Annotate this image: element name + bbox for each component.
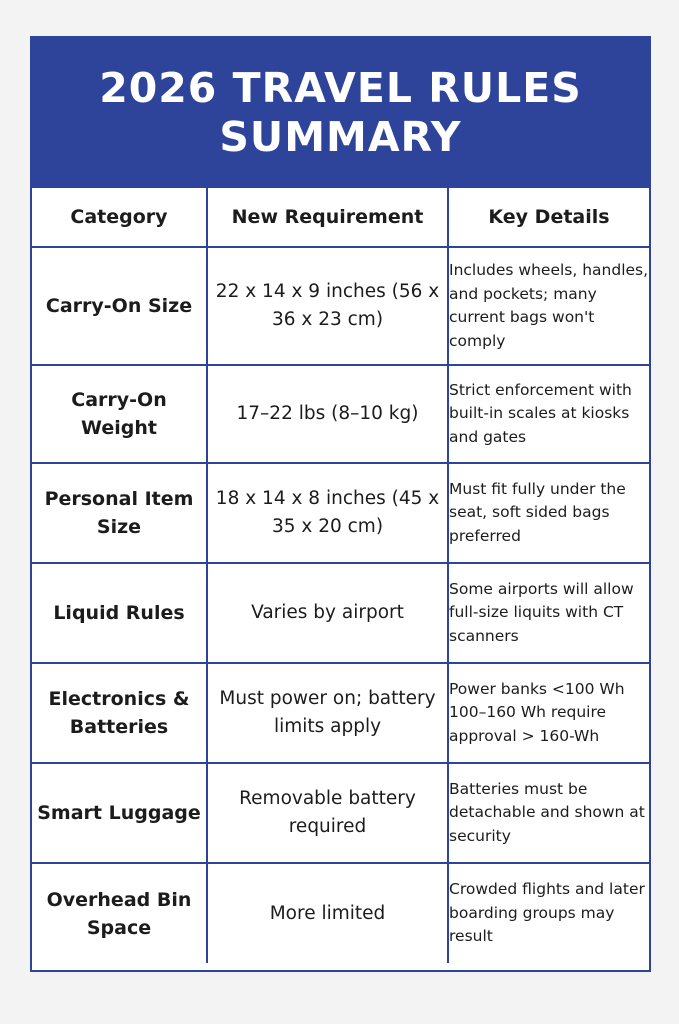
rules-card xyxy=(30,36,651,972)
table-row xyxy=(32,463,649,563)
row-category: Liquid Rules xyxy=(32,563,207,663)
row-details: Power banks <100 Wh 100–160 Wh require approval > 160-Wh xyxy=(448,663,649,763)
table-row xyxy=(32,863,649,963)
title-banner xyxy=(32,38,649,188)
row-requirement: 22 x 14 x 9 inches (56 x 36 x 23 cm) xyxy=(207,247,448,365)
row-details: Includes wheels, handles, and pockets; many current bags won't comply xyxy=(448,247,649,365)
row-requirement: Must power on; battery limits apply xyxy=(207,663,448,763)
row-requirement: More limited xyxy=(207,863,448,963)
row-details: Some airports will allow full-size liquits with CT scanners xyxy=(448,563,649,663)
header-category: Category xyxy=(32,188,207,247)
row-requirement: 18 x 14 x 8 inches (45 x 35 x 20 cm) xyxy=(207,463,448,563)
row-details: Strict enforcement with built-in scales at kiosks and gates xyxy=(448,365,649,463)
row-details: Crowded flights and later boarding groups may result xyxy=(448,863,649,963)
table-row xyxy=(32,763,649,863)
table-row xyxy=(32,247,649,365)
row-category: Electronics & Batteries xyxy=(32,663,207,763)
page-title: 2026 TRAVEL RULES SUMMARY xyxy=(99,64,582,161)
table-row xyxy=(32,365,649,463)
row-details: Batteries must be detachable and shown at security xyxy=(448,763,649,863)
header-row xyxy=(32,188,649,247)
row-requirement: Removable battery required xyxy=(207,763,448,863)
row-requirement: 17–22 lbs (8–10 kg) xyxy=(207,365,448,463)
table-row xyxy=(32,563,649,663)
header-details: Key Details xyxy=(448,188,649,247)
row-category: Carry-On Size xyxy=(32,247,207,365)
row-category: Personal Item Size xyxy=(32,463,207,563)
row-requirement: Varies by airport xyxy=(207,563,448,663)
rules-table xyxy=(32,188,649,963)
row-category: Overhead Bin Space xyxy=(32,863,207,963)
row-details: Must fit fully under the seat, soft sided bags preferred xyxy=(448,463,649,563)
header-requirement: New Requirement xyxy=(207,188,448,247)
table-row xyxy=(32,663,649,763)
row-category: Carry-On Weight xyxy=(32,365,207,463)
row-category: Smart Luggage xyxy=(32,763,207,863)
